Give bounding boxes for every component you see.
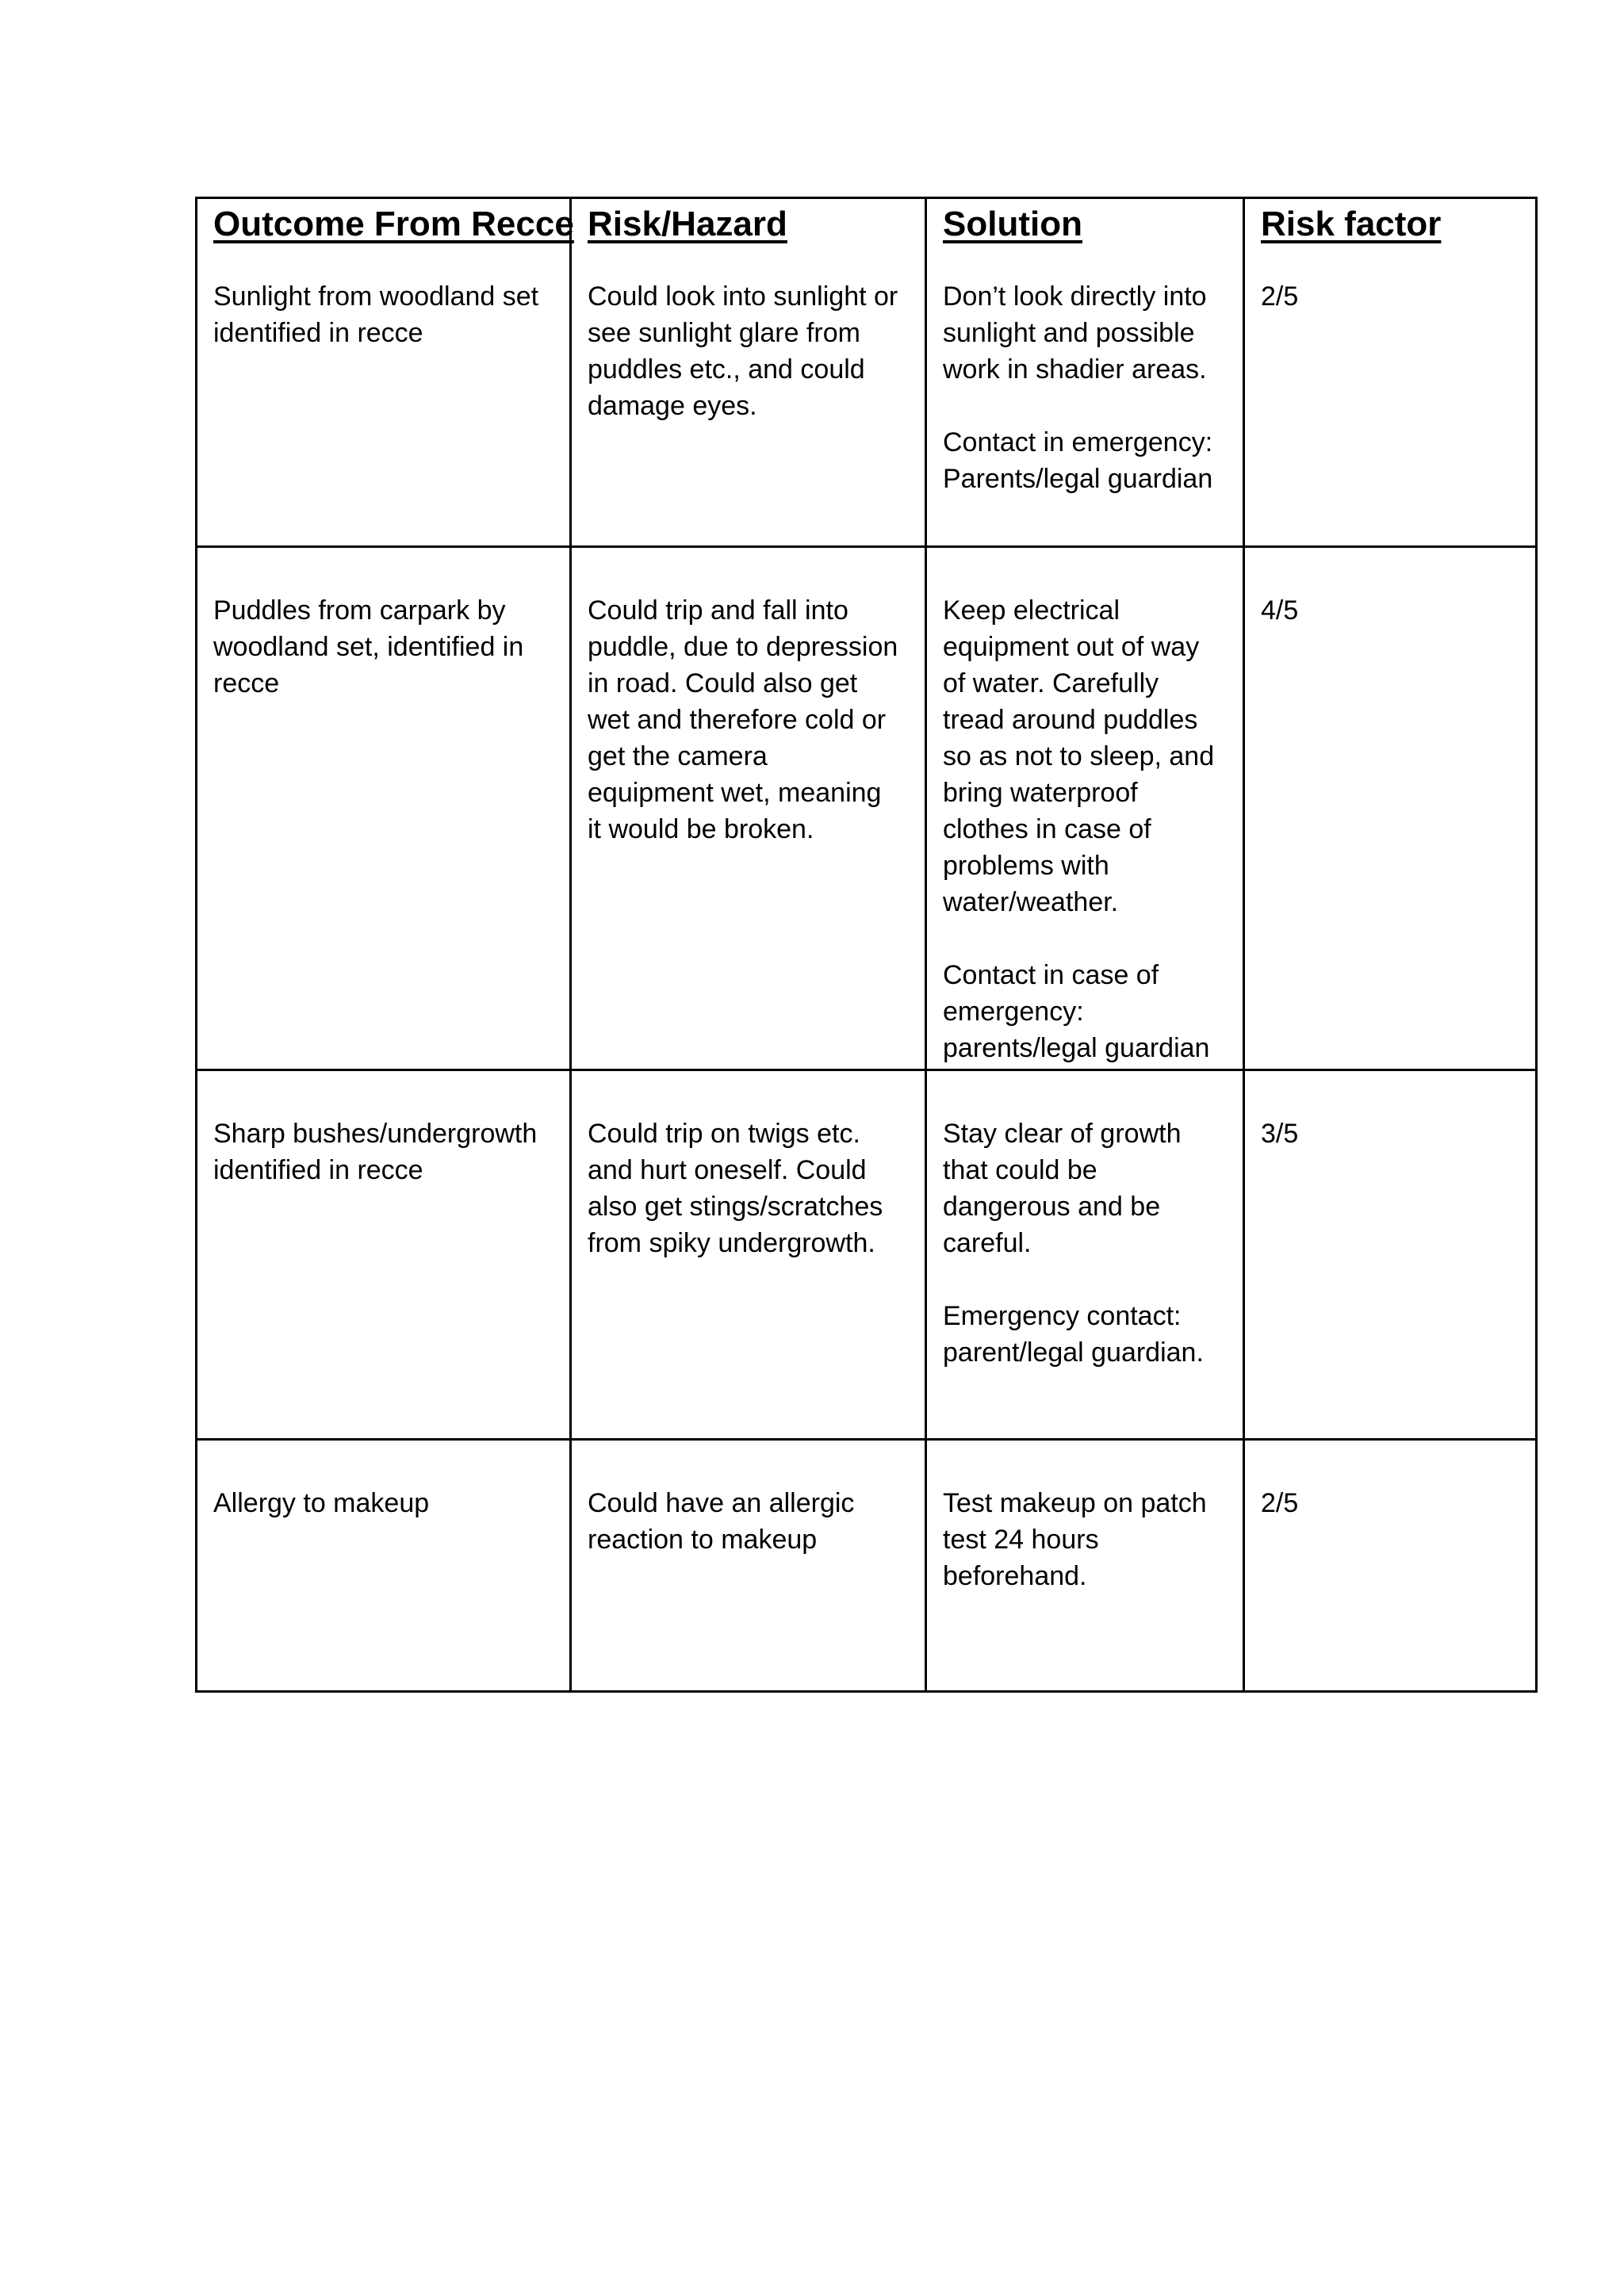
table-cell-solution [926, 547, 1244, 1070]
emergency-contact-text: Contact in emergency: Parents/legal guardian [943, 427, 1213, 494]
solution-text: Test makeup on patch test 24 hours beforehand. [943, 1488, 1207, 1591]
solution-text: Don’t look directly into sunlight and possible work in shadier areas. [943, 281, 1207, 385]
table-cell-outcome [197, 1440, 571, 1692]
table-row [197, 1070, 1537, 1440]
risk-text: Could trip on twigs etc. and hurt oneself. Could also get stings/scratches from spiky undergrowth. [588, 1119, 883, 1258]
table-cell-solution [926, 198, 1244, 547]
risk-text: Could look into sunlight or see sunlight glare from puddles etc., and could damage eyes. [588, 281, 898, 421]
table-cell-outcome [197, 1070, 571, 1440]
risk-text: Could trip and fall into puddle, due to depression in road. Could also get wet and therefore cold or get the camera equipment wet, meaning it would be broken. [588, 595, 898, 844]
table-cell-risk-factor [1244, 1070, 1537, 1440]
risk-text: Could have an allergic reaction to makeup [588, 1488, 855, 1555]
table-cell-risk [571, 1440, 926, 1692]
table-row [197, 1440, 1537, 1692]
solution-text: Keep electrical equipment out of way of water. Carefully tread around puddles so as not to sleep, and bring waterproof clothes in case of problems with water/weather. [943, 595, 1215, 917]
outcome-text: Sharp bushes/undergrowth identified in recce [213, 1119, 538, 1185]
outcome-text: Allergy to makeup [213, 1488, 430, 1518]
risk-factor-value: 2/5 [1261, 1488, 1299, 1518]
table-cell-outcome [197, 547, 571, 1070]
table-cell-risk [571, 547, 926, 1070]
outcome-text: Sunlight from woodland set identified in recce [213, 281, 539, 348]
column-header-solution: Solution [943, 205, 1082, 243]
column-header-risk-factor: Risk factor [1261, 205, 1442, 243]
table-row [197, 547, 1537, 1070]
table-cell-risk [571, 198, 926, 547]
emergency-contact-text: Emergency contact: parent/legal guardian. [943, 1301, 1204, 1368]
risk-assessment-table [195, 197, 1538, 1693]
emergency-contact-text: Contact in case of emergency: parents/legal guardian [943, 960, 1210, 1063]
table-cell-outcome [197, 198, 574, 547]
table-cell-solution [926, 1440, 1244, 1692]
table-cell-risk [571, 1070, 926, 1440]
column-header-risk-hazard: Risk/Hazard [588, 205, 787, 243]
risk-factor-value: 4/5 [1261, 595, 1299, 626]
risk-factor-value: 3/5 [1261, 1119, 1299, 1149]
outcome-text: Puddles from carpark by woodland set, identified in recce [213, 595, 524, 698]
table-cell-risk-factor [1244, 547, 1537, 1070]
solution-text: Stay clear of growth that could be dangerous and be careful. [943, 1119, 1182, 1258]
table-cell-risk-factor [1244, 198, 1537, 547]
table-cell-risk-factor [1244, 1440, 1537, 1692]
table-cell-solution [926, 1070, 1244, 1440]
column-header-outcome: Outcome From Recce [213, 205, 574, 243]
table-row [197, 198, 1537, 547]
risk-factor-value: 2/5 [1261, 281, 1299, 312]
